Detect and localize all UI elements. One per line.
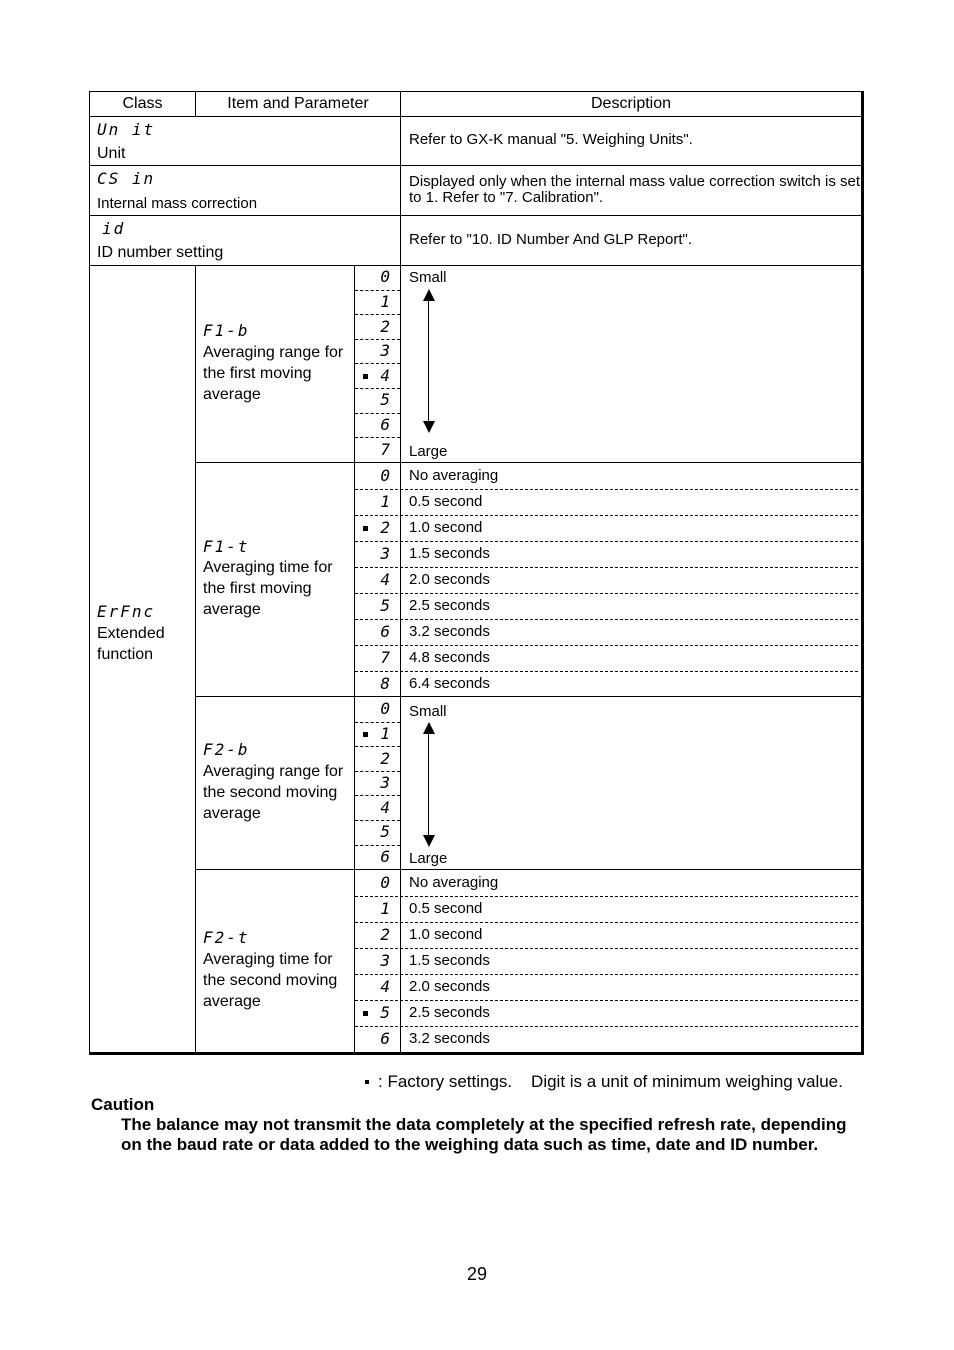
f1b-label-line2: the first moving bbox=[203, 365, 312, 382]
f1b-param-value: 7 bbox=[380, 439, 390, 459]
f1t-param-desc: 0.5 second bbox=[409, 493, 483, 510]
id-label: ID number setting bbox=[97, 244, 224, 261]
f2b-label-line3: average bbox=[203, 805, 261, 822]
f1b-param-value: 4 bbox=[380, 365, 390, 385]
f2t-label-line1: Averaging time for bbox=[203, 951, 333, 968]
f2t-param-desc: 1.5 seconds bbox=[409, 952, 490, 969]
f1t-param-desc: 6.4 seconds bbox=[409, 675, 490, 692]
f2b-code: F2-b bbox=[203, 740, 250, 759]
factory-setting-mark bbox=[363, 526, 368, 531]
unit-desc: Refer to GX-K manual "5. Weighing Units". bbox=[409, 131, 693, 148]
header-description: Description bbox=[590, 95, 672, 112]
f2t-param-desc: 3.2 seconds bbox=[409, 1030, 490, 1047]
header-item: Item and Parameter bbox=[227, 95, 369, 112]
f2b-label-line2: the second moving bbox=[203, 784, 338, 801]
f2t-label-line2: the second moving bbox=[203, 972, 338, 989]
arrow-up-icon bbox=[423, 289, 435, 301]
arrow-up-icon bbox=[423, 722, 435, 734]
f1t-param-desc: 4.8 seconds bbox=[409, 649, 490, 666]
f1t-param-value: 8 bbox=[380, 674, 390, 693]
f2t-param-desc: No averaging bbox=[409, 874, 499, 891]
caution-line1: The balance may not transmit the data completely at the specified refresh rate, depending bbox=[121, 1115, 847, 1134]
csin-desc-line2: to 1. Refer to "7. Calibration". bbox=[409, 189, 604, 206]
caution-title: Caution bbox=[91, 1095, 155, 1114]
f1b-code: F1-b bbox=[203, 321, 250, 340]
erfnc-code: ErFnc bbox=[97, 602, 156, 621]
f1b-param-value: 6 bbox=[380, 414, 390, 434]
factory-setting-mark bbox=[363, 1011, 368, 1016]
f1t-param-value: 7 bbox=[380, 648, 390, 667]
f1t-label-line1: Averaging time for bbox=[203, 559, 333, 576]
caution-line2: on the baud rate or data added to the weighing data such as time, date and ID number. bbox=[121, 1135, 819, 1154]
f1t-param-value: 4 bbox=[380, 570, 390, 589]
f2t-param-desc: 2.0 seconds bbox=[409, 978, 490, 995]
f1t-param-value: 5 bbox=[380, 596, 390, 615]
f1b-param-value: 2 bbox=[380, 316, 390, 336]
f1t-param-desc: 3.2 seconds bbox=[409, 623, 490, 640]
f2b-param-value: 3 bbox=[380, 773, 390, 793]
unit-label: Unit bbox=[97, 145, 126, 162]
f1t-param-value: 6 bbox=[380, 622, 390, 641]
f1b-param-value: 0 bbox=[380, 267, 390, 287]
f2t-param-desc: 2.5 seconds bbox=[409, 1004, 490, 1021]
f2t-param-value: 3 bbox=[380, 951, 390, 970]
footnote: : Factory settings. Digit is a unit of minimum weighing value. bbox=[378, 1072, 843, 1091]
f2t-param-desc: 1.0 second bbox=[409, 926, 483, 943]
f1b-small-label: Small bbox=[409, 269, 447, 286]
f1b-param-value: 3 bbox=[380, 341, 390, 361]
f1b-large-label: Large bbox=[409, 443, 448, 460]
f1t-param-desc: 2.5 seconds bbox=[409, 597, 490, 614]
f2t-param-value: 2 bbox=[380, 925, 390, 944]
f2t-param-value: 6 bbox=[380, 1029, 390, 1048]
f2b-param-value: 0 bbox=[380, 699, 390, 719]
f2b-small-label: Small bbox=[409, 703, 447, 720]
f2b-param-value: 5 bbox=[380, 822, 390, 842]
factory-mark-icon bbox=[365, 1080, 369, 1084]
f2t-param-value: 5 bbox=[380, 1003, 390, 1022]
f2t-code: F2-t bbox=[203, 928, 250, 947]
f1b-label-line1: Averaging range for bbox=[203, 344, 344, 361]
arrow-down-icon bbox=[423, 421, 435, 433]
f1b-param-value: 1 bbox=[380, 291, 390, 311]
id-desc: Refer to "10. ID Number And GLP Report". bbox=[409, 231, 693, 248]
f2t-param-value: 4 bbox=[380, 977, 390, 996]
f1t-label-line2: the first moving bbox=[203, 580, 312, 597]
f1t-param-value: 2 bbox=[380, 518, 390, 537]
f1t-param-value: 1 bbox=[380, 492, 390, 511]
f1t-code: F1-t bbox=[203, 537, 250, 556]
f2t-param-desc: 0.5 second bbox=[409, 900, 483, 917]
f1b-param-value: 5 bbox=[380, 390, 390, 410]
f2t-param-value: 1 bbox=[380, 899, 390, 918]
f1t-param-desc: 1.0 second bbox=[409, 519, 483, 536]
f2b-large-label: Large bbox=[409, 850, 448, 867]
page-number: 29 bbox=[466, 1264, 488, 1284]
f1t-param-value: 3 bbox=[380, 544, 390, 563]
erfnc-label-line2: function bbox=[97, 646, 154, 663]
f1t-param-value: 0 bbox=[380, 466, 390, 485]
f2b-param-value: 2 bbox=[380, 748, 390, 768]
factory-setting-mark bbox=[363, 374, 368, 379]
csin-code: CS in bbox=[97, 169, 156, 188]
factory-setting-mark bbox=[363, 732, 368, 737]
unit-code: Un it bbox=[97, 120, 156, 139]
f2b-param-value: 4 bbox=[380, 797, 390, 817]
f1t-param-desc: 1.5 seconds bbox=[409, 545, 490, 562]
f1b-label-line3: average bbox=[203, 386, 261, 403]
f2b-param-value: 6 bbox=[380, 846, 390, 866]
f1t-label-line3: average bbox=[203, 601, 261, 618]
id-code: id bbox=[102, 219, 126, 238]
header-class: Class bbox=[122, 95, 163, 112]
f2b-param-value: 1 bbox=[380, 723, 390, 743]
erfnc-label-line1: Extended bbox=[97, 625, 165, 642]
f2t-label-line3: average bbox=[203, 993, 261, 1010]
f2b-label-line1: Averaging range for bbox=[203, 763, 344, 780]
arrow-down-icon bbox=[423, 835, 435, 847]
f1t-param-desc: 2.0 seconds bbox=[409, 571, 490, 588]
f2t-param-value: 0 bbox=[380, 873, 390, 892]
f1t-param-desc: No averaging bbox=[409, 467, 499, 484]
csin-label: Internal mass correction bbox=[97, 195, 258, 212]
csin-desc-line1: Displayed only when the internal mass value correction switch is set bbox=[409, 173, 861, 190]
